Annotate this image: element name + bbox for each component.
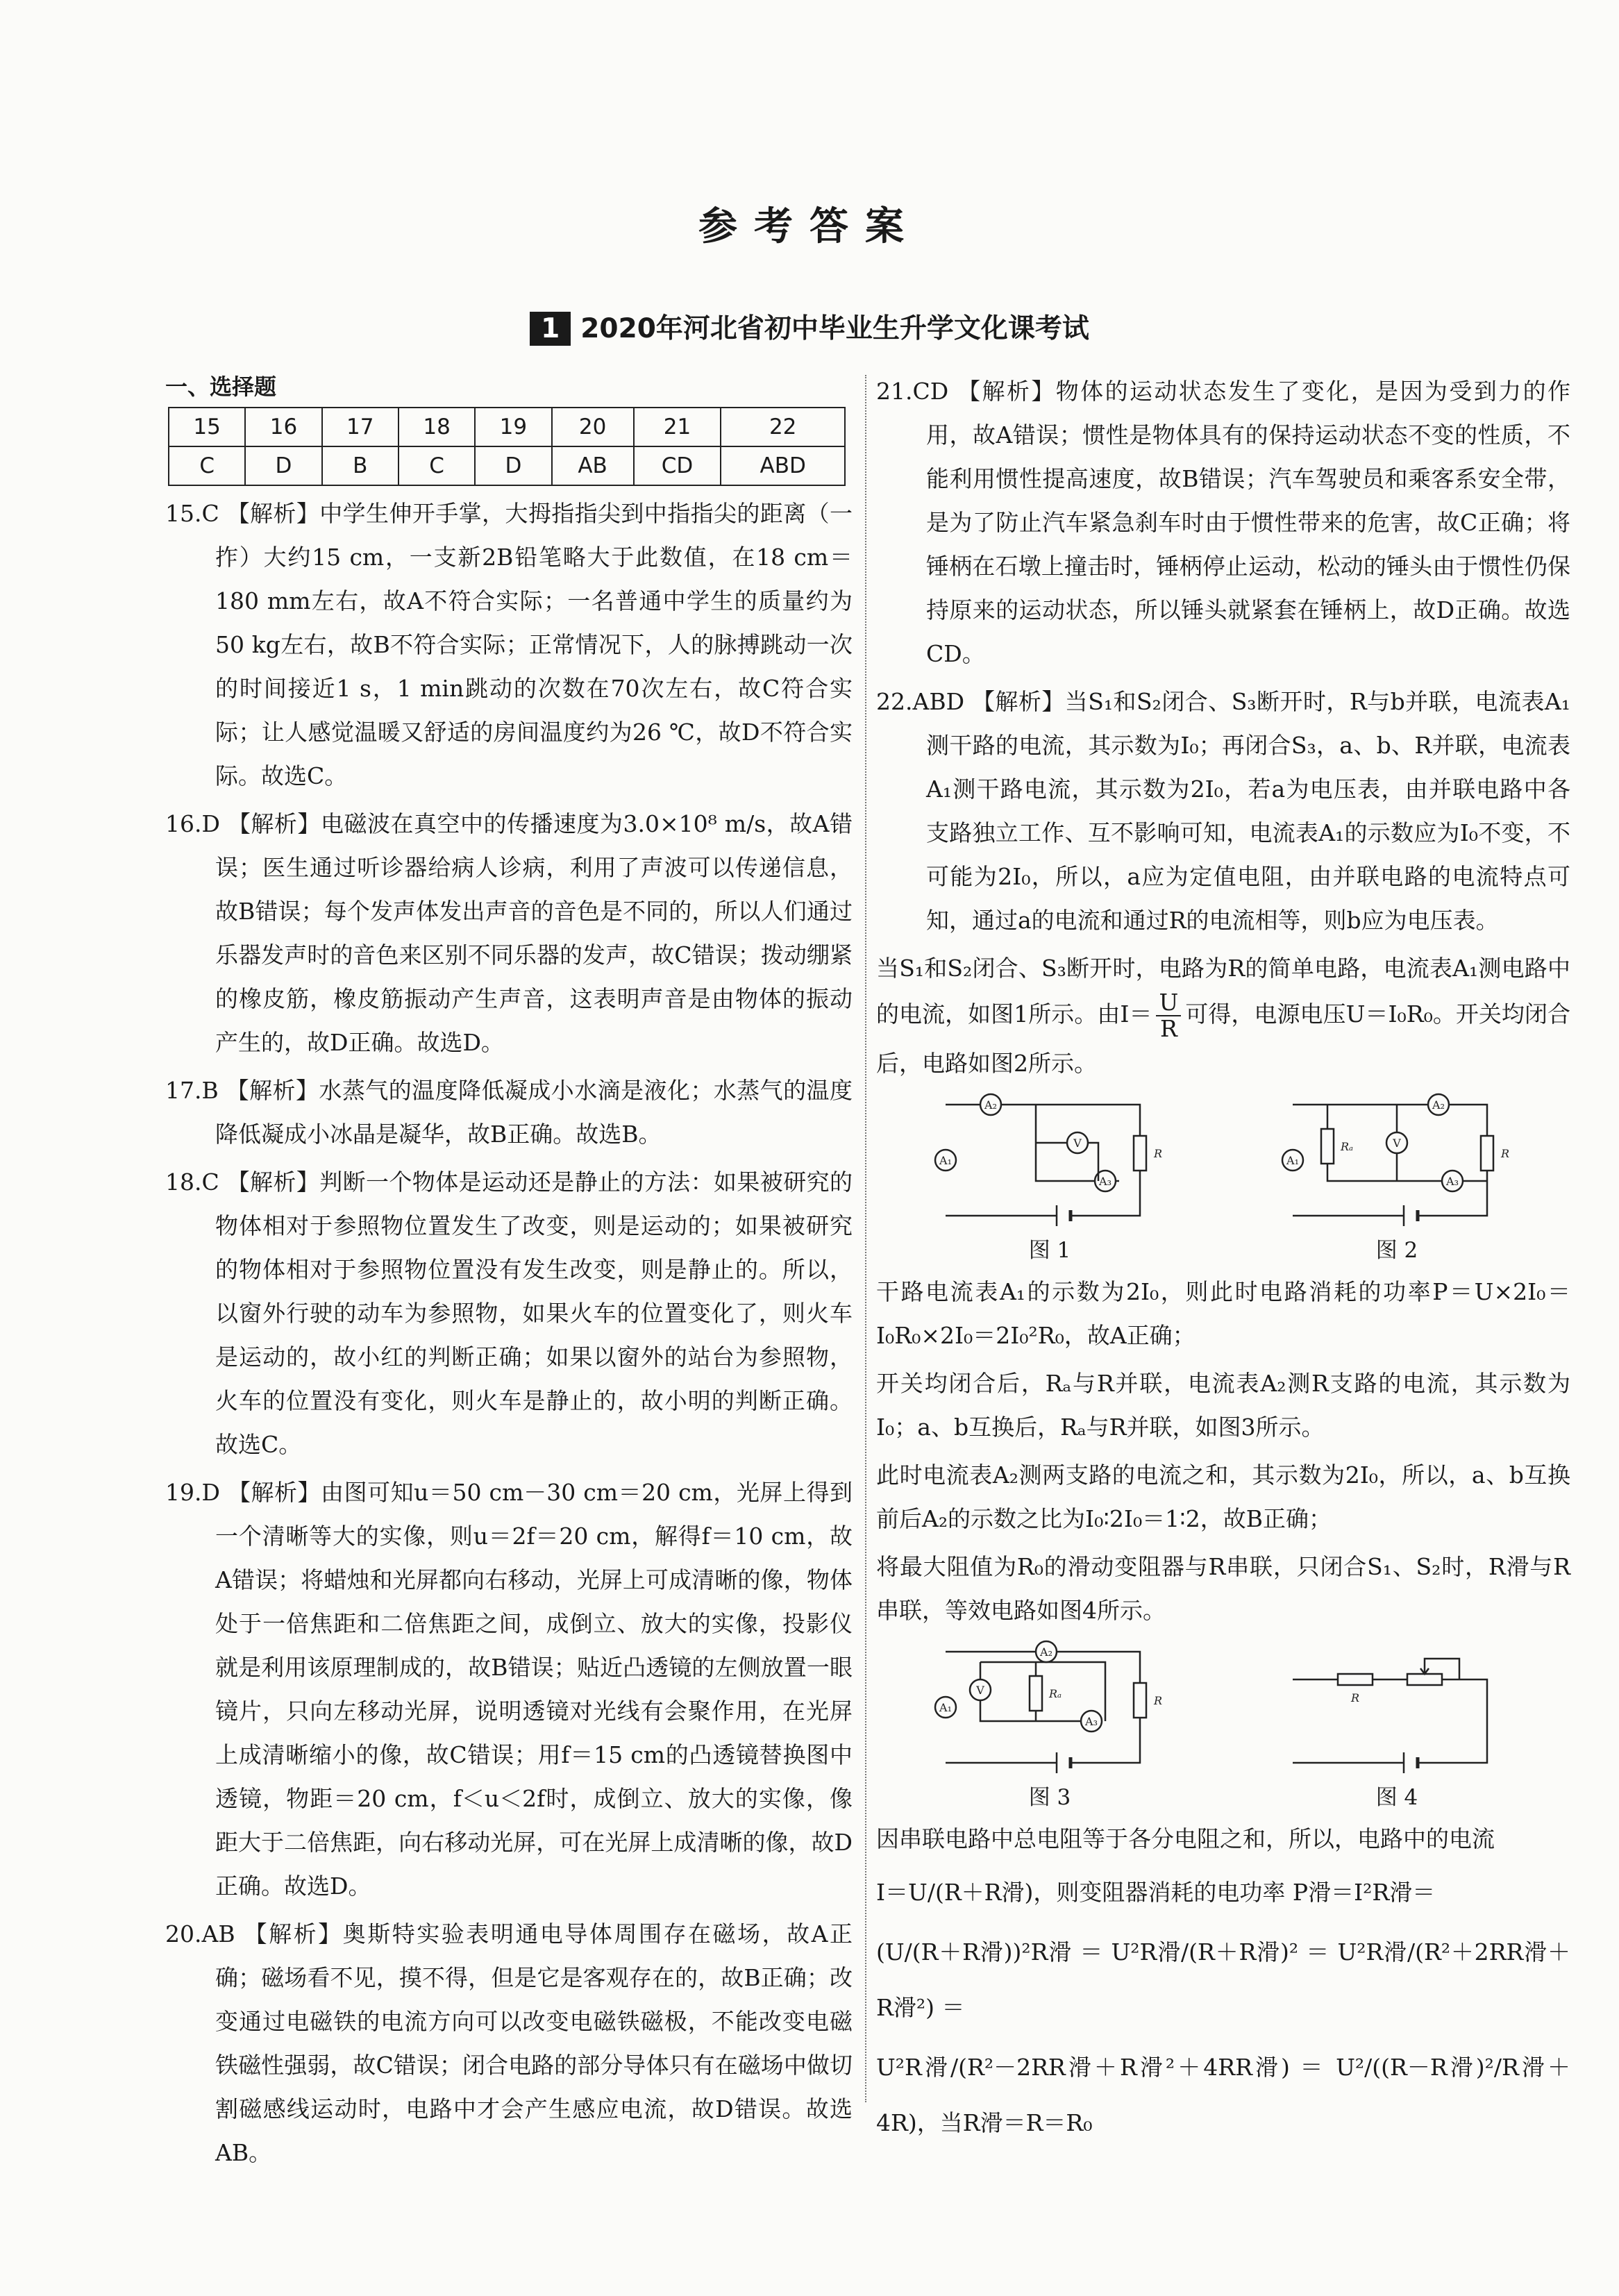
paragraph: 此时电流表A₂测两支路的电流之和，其示数为2I₀，所以，a、b互换前后A₂的示数之比为I₀∶2I₀＝1∶2，故B正确； [876, 1461, 1570, 1532]
left-column [165, 369, 853, 2179]
fraction [1156, 990, 1181, 1041]
resistor-ra-label: Rₐ [1048, 1687, 1062, 1700]
paragraph: 因串联电路中总电阻等于各分电阻之和，所以，电路中的电流 [876, 1825, 1495, 1852]
resistor-label: R [1153, 1694, 1163, 1707]
denominator: R [1159, 1015, 1177, 1042]
table-cell: ABD [721, 446, 845, 485]
table-cell: D [245, 446, 321, 485]
exam-title: 2020年河北省初中毕业生升学文化课考试 [580, 313, 1089, 344]
ammeter-a1-label: A₁ [939, 1154, 952, 1167]
section-heading: 一、选择题 [165, 374, 277, 400]
table-cell: B [322, 446, 399, 485]
resistor-ra-label: Rₐ [1340, 1140, 1354, 1153]
table-cell: D [475, 446, 551, 485]
resistor-label: R [1500, 1147, 1510, 1160]
formula-line-2: (U/(R＋R滑))²R滑 ＝ U²R滑/(R＋R滑)² ＝ U²R滑/(R²＋2RR滑＋R滑²) ＝ [876, 1938, 1570, 2021]
formula-line-3: U²R滑/(R²－2RR滑＋R滑²＋4RR滑) ＝ U²/((R－R滑)²/R滑＋4R)，当R滑＝R＝R₀ [876, 2054, 1570, 2136]
answer-22: 22.ABD 【解析】当S₁和S₂闭合、S₃断开时，R与b并联，电流表A₁测干路的电流，其示数为I₀；再闭合S₃，a、b、R并联，电流表A₁测干路电流，其示数为2I₀，若a为电压表，由并联电路中各支路独立工作、互不影响可知，电流表A₁的示数应为I₀不变，不可能为2I₀，所以，a应为定值电阻，由并联电路的电流特点可知，通过a的电流和通过R的电流相等，则b应为电压表。 [876, 688, 1570, 934]
figure-3 [932, 1638, 1168, 1811]
table-cell: 18 [399, 408, 475, 446]
figures-1-2 [876, 1091, 1570, 1264]
answer-17: 17.B 【解析】水蒸气的温度降低凝成小水滴是液化；水蒸气的温度降低凝成小冰晶是凝华，故B正确。故选B。 [165, 1077, 853, 1148]
exam-header [0, 307, 1619, 346]
figure-2 [1279, 1091, 1515, 1264]
paragraph: 将最大阻值为R₀的滑动变阻器与R串联，只闭合S₁、S₂时，R滑与R串联，等效电路如图4所示。 [876, 1553, 1570, 1624]
voltmeter-label: V [976, 1684, 984, 1697]
text-span: 当S₁和S₂闭合、S₃断开时，电路为R的简单电路，电流表A₁测电路中的电流，如图1所示。由I＝ [876, 955, 1570, 1028]
ammeter-a2-label: A₂ [984, 1098, 997, 1112]
answer-table-numbers [169, 408, 845, 446]
figure-4 [1279, 1638, 1515, 1811]
voltmeter-label: V [1073, 1137, 1082, 1150]
answer-table [168, 407, 846, 486]
table-cell: 21 [634, 408, 721, 446]
page-title: 参考答案 [698, 204, 921, 249]
ammeter-a1-label: A₁ [1286, 1154, 1299, 1167]
figure-3-caption: 图 3 [1028, 1785, 1071, 1810]
resistor-label: R [1153, 1147, 1163, 1160]
circuit-diagram-1 [932, 1091, 1168, 1230]
paragraph: 干路电流表A₁的示数为2I₀，则此时电路消耗的功率P＝U×2I₀＝I₀R₀×2I₀＝2I₀²R₀，故A正确； [876, 1278, 1570, 1349]
circuit-diagram-2 [1279, 1091, 1515, 1230]
answer-21: 21.CD 【解析】物体的运动状态发生了变化，是因为受到力的作用，故A错误；惯性是物体具有的保持运动状态不变的性质，不能利用惯性提高速度，故B错误；汽车驾驶员和乘客系安全带，是为了防止汽车紧急刹车时由于惯性带来的危害，故C正确；将锤柄在石墩上撞击时，锤柄停止运动，松动的锤头由于惯性仍保持原来的运动状态，所以锤头就紧套在锤柄上，故D正确。故选CD。 [876, 378, 1570, 667]
text-span: 可得，电源电压U＝I₀R₀。开关均闭合后，电路如图2所示。 [876, 1000, 1571, 1077]
paragraph: 开关均闭合后，Rₐ与R并联，电流表A₂测R支路的电流，其示数为I₀；a、b互换后，Rₐ与R并联，如图3所示。 [876, 1370, 1570, 1441]
ammeter-a3-label: A₃ [1446, 1175, 1459, 1188]
answer-18: 18.C 【解析】判断一个物体是运动还是静止的方法：如果被研究的物体相对于参照物位置发生了改变，则是运动的；如果被研究的物体相对于参照物位置没有发生改变，则是静止的。所以，以窗外行驶的动车为参照物，如果火车的位置变化了，则火车是运动的，故小红的判断正确；如果以窗外的站台为参照物，火车的位置没有变化，则火车是静止的，故小明的判断正确。故选C。 [165, 1168, 853, 1458]
circuit-diagram-3 [932, 1638, 1168, 1777]
figure-2-caption: 图 2 [1375, 1238, 1418, 1263]
resistor-label: R [1350, 1691, 1360, 1704]
figure-4-caption: 图 4 [1375, 1785, 1418, 1810]
figure-1-caption: 图 1 [1028, 1238, 1071, 1263]
ammeter-a2-label: A₂ [1432, 1098, 1445, 1112]
answer-19: 19.D 【解析】由图可知u＝50 cm－30 cm＝20 cm，光屏上得到一个清晰等大的实像，则u＝2f＝20 cm，解得f＝10 cm，故A错误；将蜡烛和光屏都向右移动，光屏上可成清晰的像，物体处于一倍焦距和二倍焦距之间，成倒立、放大的实像，投影仪就是利用该原理制成的，故B错误；贴近凸透镜的左侧放置一眼镜片，只向左移动光屏，说明透镜对光线有会聚作用，在光屏上成清晰缩小的像，故C错误；用f＝15 cm的凸透镜替换图中透镜，物距＝20 cm，f＜u＜2f时，成倒立、放大的实像，像距大于二倍焦距，向右移动光屏，可在光屏上成清晰的像，故D正确。故选D。 [165, 1479, 853, 1900]
ammeter-a1-label: A₁ [939, 1701, 952, 1714]
ammeter-a3-label: A₃ [1099, 1175, 1112, 1188]
right-column [876, 369, 1570, 2155]
numerator: U [1156, 990, 1181, 1016]
table-cell: 19 [475, 408, 551, 446]
ammeter-a2-label: A₂ [1040, 1645, 1052, 1659]
table-cell: C [399, 446, 475, 485]
answer-16: 16.D 【解析】电磁波在真空中的传播速度为3.0×10⁸ m/s，故A错误；医生通过听诊器给病人诊病，利用了声波可以传递信息，故B错误；每个发声体发出声音的音色是不同的，所以人们通过乐器发声时的音色来区别不同乐器的发声，故C错误；拨动绷紧的橡皮筋，橡皮筋振动产生声音，这表明声音是由物体的振动产生的，故D正确。故选D。 [165, 810, 853, 1056]
table-cell: 22 [721, 408, 845, 446]
exam-number-badge: 1 [530, 312, 571, 346]
answer-15: 15.C 【解析】中学生伸开手掌，大拇指指尖到中指指尖的距离（一拃）大约15 cm，一支新2B铅笔略大于此数值，在18 cm＝180 mm左右，故A不符合实际；一名普通中学生的质量约为50 kg左右，故B不符合实际；正常情况下，人的脉搏跳动一次的时间接近1 s，1 min跳动的次数在70次左右，故C符合实际；让人感觉温暖又舒适的房间温度约为26 ℃，故D不符合实际。故选C。 [165, 500, 853, 789]
paragraph [876, 946, 1570, 1085]
answer-20: 20.AB 【解析】奥斯特实验表明通电导体周围存在磁场，故A正确；磁场看不见，摸不得，但是它是客观存在的，故B正确；改变通过电磁铁的电流方向可以改变电磁铁磁极，不能改变电磁铁磁性强弱，故C错误；闭合电路的部分导体只有在磁场中做切割磁感线运动时，电路中才会产生感应电流，故D错误。故选AB。 [165, 1920, 853, 2166]
column-divider [865, 375, 866, 2102]
voltmeter-label: V [1393, 1137, 1401, 1150]
table-cell: AB [552, 446, 634, 485]
table-cell: 17 [322, 408, 399, 446]
formula-line-1: I＝U/(R＋R滑)，则变阻器消耗的电功率 P滑＝I²R滑＝ [876, 1879, 1436, 1906]
table-cell: 20 [552, 408, 634, 446]
figure-1 [932, 1091, 1168, 1264]
table-cell: 16 [245, 408, 321, 446]
figures-3-4 [876, 1638, 1570, 1811]
table-cell: 15 [169, 408, 245, 446]
ammeter-a3-label: A₃ [1085, 1715, 1098, 1728]
answer-table-answers [169, 446, 845, 485]
table-cell: CD [634, 446, 721, 485]
table-cell: C [169, 446, 245, 485]
circuit-diagram-4 [1279, 1638, 1515, 1777]
